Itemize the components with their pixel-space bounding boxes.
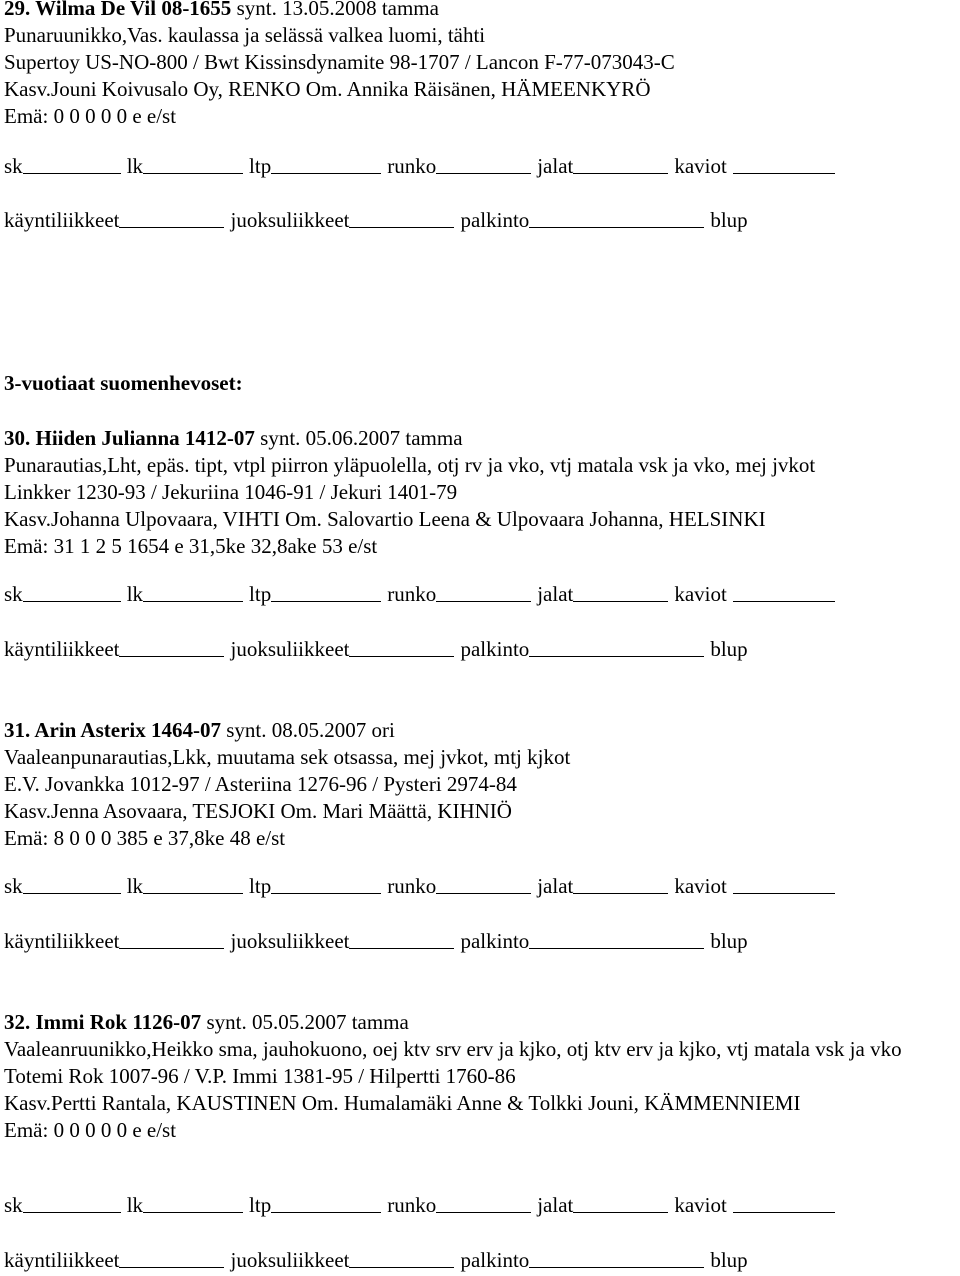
entry-birth: synt. 05.06.2007 tamma	[254, 426, 463, 450]
blank-juoksuliikkeet[interactable]	[349, 636, 454, 657]
blank-lk[interactable]	[143, 153, 243, 174]
blank-lk[interactable]	[143, 1192, 243, 1213]
entry-pedigree: Totemi Rok 1007-96 / V.P. Immi 1381-95 / Hilpertti 1760-86	[4, 1064, 516, 1088]
entry-birth: synt. 05.05.2007 tamma	[201, 1010, 409, 1034]
entry-dam-record: Emä: 0 0 0 0 0 e e/st	[4, 104, 177, 128]
entry-color: Punarautias,Lht, epäs. tipt, vtpl piirron yläpuolella, otj rv ja vko, vtj matala vsk ja vko, mej jvkot	[4, 453, 816, 477]
blank-sk[interactable]	[23, 153, 121, 174]
blank-kaviot[interactable]	[733, 1192, 835, 1213]
entry-pedigree: E.V. Jovankka 1012-97 / Asteriina 1276-96 / Pysteri 2974-84	[4, 772, 517, 796]
label-lk: lk	[126, 154, 144, 178]
label-blup: blup	[710, 637, 748, 661]
label-runko: runko	[387, 1193, 437, 1217]
blank-kayntiliikkeet[interactable]	[119, 636, 224, 657]
blank-kaviot[interactable]	[733, 873, 835, 894]
entry-breeder-owner: Kasv.Jenna Asovaara, TESJOKI Om. Mari Määttä, KIHNIÖ	[4, 799, 512, 823]
score-row-1	[4, 580, 835, 608]
label-kaviot: kaviot	[674, 874, 727, 898]
label-juoksuliikkeet: juoksuliikkeet	[230, 208, 350, 232]
label-juoksuliikkeet: juoksuliikkeet	[230, 637, 350, 661]
entry-color: Punaruunikko,Vas. kaulassa ja selässä valkea luomi, tähti	[4, 23, 486, 47]
score-row-2	[4, 927, 748, 955]
blank-ltp[interactable]	[271, 1192, 381, 1213]
blank-palkinto[interactable]	[529, 1247, 704, 1268]
label-kayntiliikkeet: käyntiliikkeet	[4, 929, 120, 953]
label-blup: blup	[710, 1248, 748, 1272]
entry-birth: synt. 08.05.2007 ori	[220, 718, 395, 742]
entry-32	[4, 1009, 956, 1144]
label-runko: runko	[387, 582, 437, 606]
label-palkinto: palkinto	[460, 929, 530, 953]
blank-sk[interactable]	[23, 1192, 121, 1213]
entry-breeder-owner: Kasv.Jouni Koivusalo Oy, RENKO Om. Annika Räisänen, HÄMEENKYRÖ	[4, 77, 651, 101]
entry-breeder-owner: Kasv.Johanna Ulpovaara, VIHTI Om. Salovartio Leena & Ulpovaara Johanna, HELSINKI	[4, 507, 766, 531]
blank-jalat[interactable]	[573, 581, 668, 602]
label-lk: lk	[126, 1193, 144, 1217]
entry-dam-record: Emä: 31 1 2 5 1654 e 31,5ke 32,8ake 53 e/st	[4, 534, 378, 558]
label-palkinto: palkinto	[460, 1248, 530, 1272]
blank-kayntiliikkeet[interactable]	[119, 1247, 224, 1268]
entry-title: 29. Wilma De Vil 08-1655	[4, 0, 232, 20]
blank-juoksuliikkeet[interactable]	[349, 1247, 454, 1268]
entry-title: 32. Immi Rok 1126-07	[4, 1010, 202, 1034]
blank-runko[interactable]	[436, 581, 531, 602]
label-lk: lk	[126, 874, 144, 898]
label-kayntiliikkeet: käyntiliikkeet	[4, 208, 120, 232]
blank-kayntiliikkeet[interactable]	[119, 207, 224, 228]
label-ltp: ltp	[249, 582, 272, 606]
score-row-2	[4, 635, 748, 663]
entry-31	[4, 717, 956, 852]
section-heading: 3-vuotiaat suomenhevoset:	[4, 371, 243, 395]
blank-sk[interactable]	[23, 873, 121, 894]
entry-title: 31. Arin Asterix 1464-07	[4, 718, 221, 742]
entry-29	[4, 0, 956, 130]
entry-dam-record: Emä: 8 0 0 0 385 e 37,8ke 48 e/st	[4, 826, 286, 850]
blank-palkinto[interactable]	[529, 928, 704, 949]
label-blup: blup	[710, 929, 748, 953]
label-ltp: ltp	[249, 874, 272, 898]
blank-juoksuliikkeet[interactable]	[349, 207, 454, 228]
label-ltp: ltp	[249, 1193, 272, 1217]
blank-kaviot[interactable]	[733, 153, 835, 174]
label-runko: runko	[387, 874, 437, 898]
entry-color: Vaaleanruunikko,Heikko sma, jauhokuono, oej ktv srv erv ja kjko, otj ktv erv ja kjko, vtj matala vsk ja vko	[4, 1037, 902, 1061]
entry-color: Vaaleanpunarautias,Lkk, muutama sek otsassa, mej jvkot, mtj kjkot	[4, 745, 571, 769]
label-jalat: jalat	[537, 1193, 574, 1217]
blank-runko[interactable]	[436, 873, 531, 894]
label-kayntiliikkeet: käyntiliikkeet	[4, 1248, 120, 1272]
label-kaviot: kaviot	[674, 1193, 727, 1217]
label-sk: sk	[4, 154, 23, 178]
score-row-1	[4, 152, 835, 180]
entry-pedigree: Linkker 1230-93 / Jekuriina 1046-91 / Jekuri 1401-79	[4, 480, 458, 504]
score-row-1	[4, 872, 835, 900]
label-kaviot: kaviot	[674, 582, 727, 606]
entry-birth: synt. 13.05.2008 tamma	[231, 0, 439, 20]
label-sk: sk	[4, 874, 23, 898]
label-jalat: jalat	[537, 874, 574, 898]
blank-ltp[interactable]	[271, 153, 381, 174]
blank-lk[interactable]	[143, 581, 243, 602]
label-sk: sk	[4, 1193, 23, 1217]
blank-palkinto[interactable]	[529, 636, 704, 657]
blank-kayntiliikkeet[interactable]	[119, 928, 224, 949]
label-ltp: ltp	[249, 154, 272, 178]
blank-sk[interactable]	[23, 581, 121, 602]
blank-jalat[interactable]	[573, 873, 668, 894]
label-juoksuliikkeet: juoksuliikkeet	[230, 1248, 350, 1272]
entry-dam-record: Emä: 0 0 0 0 0 e e/st	[4, 1118, 177, 1142]
label-sk: sk	[4, 582, 23, 606]
entry-30	[4, 425, 956, 560]
entry-pedigree: Supertoy US-NO-800 / Bwt Kissinsdynamite 98-1707 / Lancon F-77-073043-C	[4, 50, 675, 74]
label-juoksuliikkeet: juoksuliikkeet	[230, 929, 350, 953]
label-jalat: jalat	[537, 582, 574, 606]
score-row-2	[4, 1246, 748, 1274]
score-row-2	[4, 206, 748, 234]
label-kayntiliikkeet: käyntiliikkeet	[4, 637, 120, 661]
label-lk: lk	[126, 582, 144, 606]
blank-kaviot[interactable]	[733, 581, 835, 602]
blank-runko[interactable]	[436, 1192, 531, 1213]
label-runko: runko	[387, 154, 437, 178]
blank-jalat[interactable]	[573, 1192, 668, 1213]
blank-ltp[interactable]	[271, 873, 381, 894]
label-palkinto: palkinto	[460, 208, 530, 232]
blank-jalat[interactable]	[573, 153, 668, 174]
entry-title: 30. Hiiden Julianna 1412-07	[4, 426, 255, 450]
blank-palkinto[interactable]	[529, 207, 704, 228]
label-blup: blup	[710, 208, 748, 232]
blank-ltp[interactable]	[271, 581, 381, 602]
score-row-1	[4, 1191, 835, 1219]
label-kaviot: kaviot	[674, 154, 727, 178]
label-jalat: jalat	[537, 154, 574, 178]
label-palkinto: palkinto	[460, 637, 530, 661]
blank-juoksuliikkeet[interactable]	[349, 928, 454, 949]
entry-breeder-owner: Kasv.Pertti Rantala, KAUSTINEN Om. Humalamäki Anne & Tolkki Jouni, KÄMMENNIEMI	[4, 1091, 801, 1115]
blank-lk[interactable]	[143, 873, 243, 894]
blank-runko[interactable]	[436, 153, 531, 174]
